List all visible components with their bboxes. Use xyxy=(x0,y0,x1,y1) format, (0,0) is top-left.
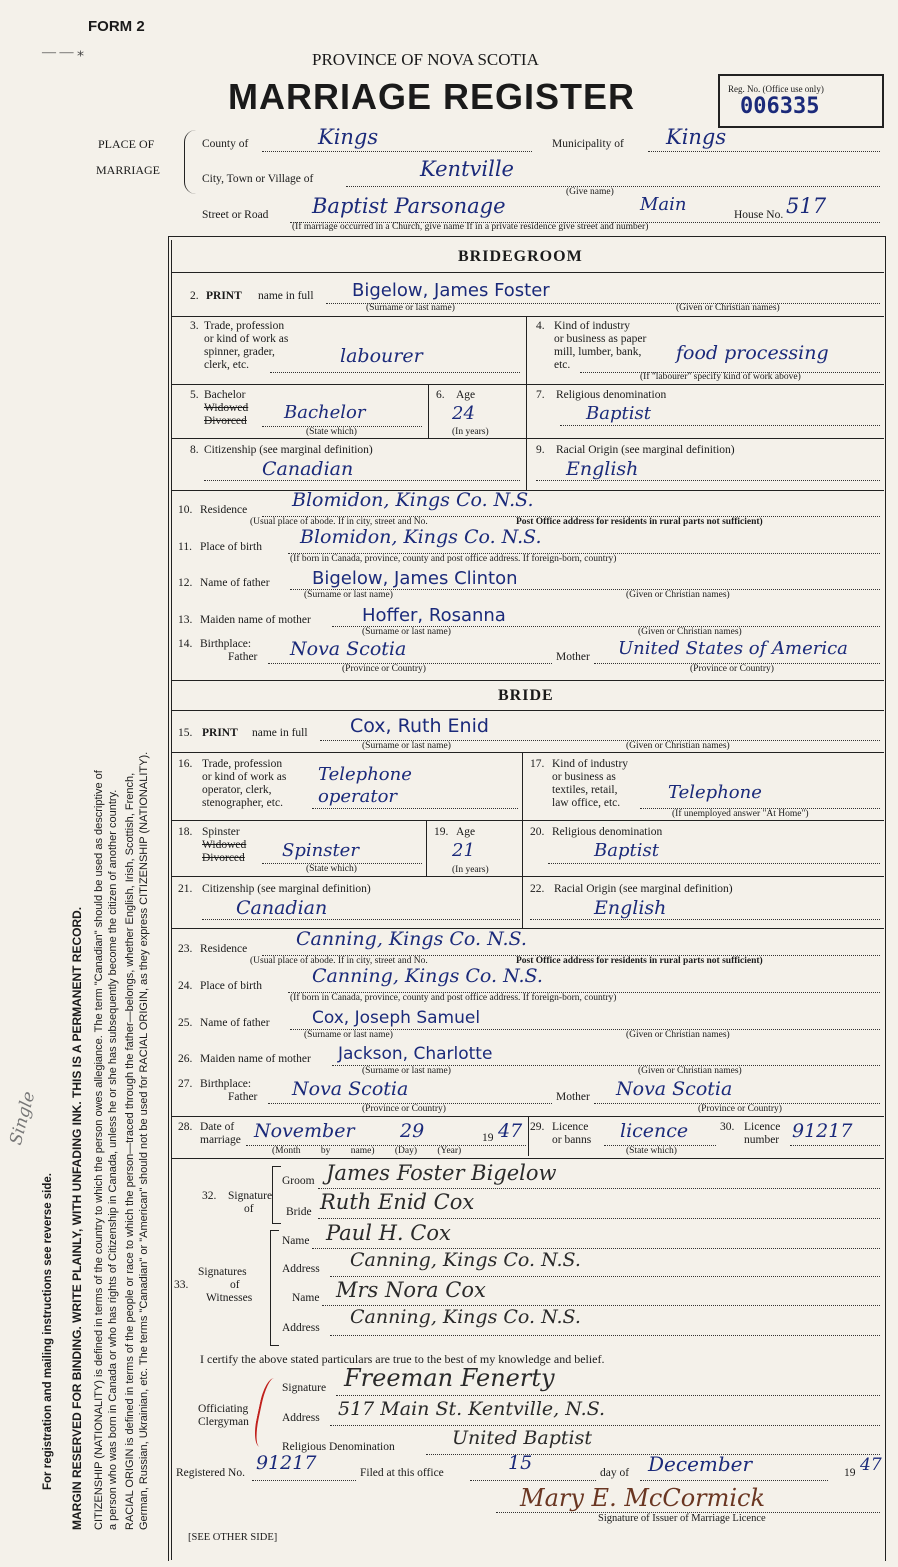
groom-years-note: (In years) xyxy=(452,427,489,437)
bride-status-label-3: Divorced xyxy=(202,852,245,864)
bride-citizenship-label: Citizenship (see marginal definition) xyxy=(202,883,371,895)
groom-mother-label: Maiden name of mother xyxy=(200,614,311,626)
filed-label: Filed at this office xyxy=(360,1467,444,1479)
house-number: 517 xyxy=(786,194,827,218)
witness-brace xyxy=(270,1230,279,1346)
groom-print-label: PRINT xyxy=(206,290,242,302)
bride-years-note: (In years) xyxy=(452,865,489,875)
groom-bp-mother-note: (Province or Country) xyxy=(690,664,774,674)
groom-trade-label-2: or kind of work as xyxy=(204,333,289,345)
bride-n26: 26. xyxy=(178,1053,193,1065)
bride-trade-2: operator xyxy=(318,786,398,807)
groom-n2: 2. xyxy=(190,290,199,302)
bride-birthplace-note: (If born in Canada, province, county and post office address. If foreign-born, country) xyxy=(290,993,617,1003)
issuer-label: Signature of Issuer of Marriage Licence xyxy=(598,1513,766,1524)
bride-n15: 15. xyxy=(178,727,193,739)
bride-bp-mother-label: Mother xyxy=(556,1091,590,1103)
bride-industry-label-4: law office, etc. xyxy=(552,797,621,809)
groom-birthplace-parents-label: Birthplace: xyxy=(200,638,252,650)
groom-residence: Blomidon, Kings Co. N.S. xyxy=(292,489,534,511)
bride-print-label: PRINT xyxy=(202,727,238,739)
officiating-label-1: Officiating xyxy=(198,1403,249,1415)
signature-of-label: of xyxy=(244,1203,254,1215)
groom-industry-label-1: Kind of industry xyxy=(554,320,631,332)
bride-n19: 19. xyxy=(434,826,449,838)
witness-1-address-label: Address xyxy=(282,1263,320,1275)
bride-father-label: Name of father xyxy=(200,1017,270,1029)
groom-birthplace-note: (If born in Canada, province, county and post office address. If foreign-born, country) xyxy=(290,554,617,564)
bride-trade-label-3: operator, clerk, xyxy=(202,784,272,796)
bride-bp-father-note: (Province or Country) xyxy=(362,1104,446,1114)
groom-trade-label-1: Trade, profession xyxy=(204,320,285,332)
groom-n3: 3. xyxy=(190,320,199,332)
bride-status-label-1: Spinster xyxy=(202,826,240,838)
province-heading: PROVINCE OF NOVA SCOTIA xyxy=(312,50,539,69)
see-other-side: [SEE OTHER SIDE] xyxy=(188,1532,278,1543)
margin-line-1: For registration and mailing instructions see reverse side. xyxy=(42,1173,54,1490)
bride-heading: BRIDE xyxy=(498,687,554,704)
groom-industry-label-2: or business as paper xyxy=(554,333,647,345)
place-label-2: MARRIAGE xyxy=(96,163,161,177)
margin-line-4: a person who was born in Canada or who has rights of Citizenship in Canada, unless he or she has subsequently become the citizen of another country. xyxy=(107,789,119,1530)
bride-mother-surname-note: (Surname or last name) xyxy=(362,1066,451,1076)
groom-industry-note: (If "labourer" specify kind of work above) xyxy=(640,372,801,382)
bride-trade-1: Telephone xyxy=(318,764,412,785)
margin-line-5: RACIAL ORIGIN is defined in terms of the people or race to which the person—traced through the father—belongs, whether English, Irish, Scottish, French, xyxy=(124,772,136,1530)
groom-n4: 4. xyxy=(536,320,545,332)
certify-text: I certify the above stated particulars are true to the best of my knowledge and belief. xyxy=(200,1352,605,1366)
bride-residence-label: Residence xyxy=(200,943,248,955)
bride-n20: 20. xyxy=(530,826,545,838)
groom-residence-label: Residence xyxy=(200,504,248,516)
bride-bp-mother: Nova Scotia xyxy=(616,1078,733,1100)
bride-surname-note: (Surname or last name) xyxy=(362,741,451,751)
witness-label-1: Signatures xyxy=(198,1266,247,1278)
groom-mother: Hoffer, Rosanna xyxy=(362,605,506,626)
witness-2-address-label: Address xyxy=(282,1322,320,1334)
licence-label-2: or banns xyxy=(552,1134,592,1146)
groom-age: 24 xyxy=(452,403,475,424)
bride-father-given-note: (Given or Christian names) xyxy=(626,1030,730,1040)
bride-industry-label-1: Kind of industry xyxy=(552,758,629,770)
form-title: MARRIAGE REGISTER xyxy=(228,76,636,117)
bride-n17: 17. xyxy=(530,758,545,770)
groom-n8: 8. xyxy=(190,444,199,456)
issuer-signature: Mary E. McCormick xyxy=(520,1484,766,1512)
bride-birthplace-label: Place of birth xyxy=(200,980,262,992)
bride-bp-father: Nova Scotia xyxy=(292,1078,409,1100)
groom-birthplace: Blomidon, Kings Co. N.S. xyxy=(300,526,542,548)
witness-label-3: Witnesses xyxy=(206,1292,253,1304)
bride-age-label: Age xyxy=(456,826,476,838)
registered-no: 91217 xyxy=(256,1452,317,1474)
bride-trade-label-4: stenographer, etc. xyxy=(202,797,283,809)
signatures-n32: 32. xyxy=(202,1190,217,1202)
give-name-note: (Give name) xyxy=(566,187,614,197)
form-number: FORM 2 xyxy=(88,18,145,35)
city-value: Kentville xyxy=(420,157,514,181)
groom-father-label: Name of father xyxy=(200,577,270,589)
groom-status-label-1: Bachelor xyxy=(204,389,246,401)
groom-residence-note-bold: Post Office address for residents in rural parts not sufficient) xyxy=(516,517,763,527)
reg-number: 006335 xyxy=(740,94,820,119)
bride-status: Spinster xyxy=(282,840,359,861)
bride-industry-label-3: textiles, retail, xyxy=(552,784,618,796)
bride-name-label: name in full xyxy=(252,727,308,739)
officiating-label-2: Clergyman xyxy=(198,1416,249,1428)
groom-name-label: name in full xyxy=(258,290,314,302)
clergy-address-label: Address xyxy=(282,1412,320,1424)
marriage-n29: 29. xyxy=(530,1121,545,1133)
groom-signature: James Foster Bigelow xyxy=(326,1161,557,1185)
reg-number-label: Reg. No. (Office use only) xyxy=(728,84,824,94)
bride-n18: 18. xyxy=(178,826,193,838)
groom-age-label: Age xyxy=(456,389,476,401)
groom-industry: food processing xyxy=(676,342,829,364)
bride-n24: 24. xyxy=(178,980,193,992)
house-label: House No. xyxy=(734,209,784,221)
clergy-religion: United Baptist xyxy=(452,1427,592,1449)
groom-trade: labourer xyxy=(340,345,423,367)
groom-sig-label: Groom xyxy=(282,1175,315,1187)
bride-state-which: (State which) xyxy=(306,864,357,874)
county-value: Kings xyxy=(318,125,379,149)
bride-religion: Baptist xyxy=(594,840,659,861)
margin-line-3: CITIZENSHIP (NATIONALITY) is defined in terms of the country to which the person owes allegiance. The term "Canadian" should be used as descriptive of xyxy=(93,770,105,1530)
groom-n13: 13. xyxy=(178,614,193,626)
bride-n27: 27. xyxy=(178,1078,193,1090)
groom-n10: 10. xyxy=(178,504,193,516)
marriage-n30: 30. xyxy=(720,1121,735,1133)
bride-residence-note-bold: Post Office address for residents in rural parts not sufficient) xyxy=(516,956,763,966)
bride-father: Cox, Joseph Samuel xyxy=(312,1008,481,1028)
bride-mother: Jackson, Charlotte xyxy=(338,1044,493,1064)
bride-age: 21 xyxy=(452,840,475,861)
licence-or-banns: licence xyxy=(620,1120,689,1142)
margin-line-6: German, Russian, Ukrainian, etc. The terms "Canadian" or "American" should not be used for RACIAL ORIGIN, as they express CITIZENSHIP (NATIONALITY). xyxy=(138,751,150,1530)
groom-trade-label-4: clerk, etc. xyxy=(204,359,250,371)
filed-year-prefix: 19 xyxy=(844,1467,856,1479)
groom-status-label-2: Widowed xyxy=(204,402,249,414)
licence-number-label-2: number xyxy=(744,1134,780,1146)
bride-citizenship: Canadian xyxy=(236,897,328,919)
bride-n23: 23. xyxy=(178,943,193,955)
street-label: Street or Road xyxy=(202,209,269,221)
marriage-day: 29 xyxy=(400,1120,425,1142)
reg-number-box xyxy=(718,74,884,128)
groom-citizenship-label: Citizenship (see marginal definition) xyxy=(204,444,373,456)
bride-industry-label-2: or business as xyxy=(552,771,616,783)
groom-father-given-note: (Given or Christian names) xyxy=(626,590,730,600)
day-of-label: day of xyxy=(600,1467,630,1479)
street-name-value: Main xyxy=(640,194,687,215)
municipality-value: Kings xyxy=(666,125,727,149)
groom-name: Bigelow, James Foster xyxy=(352,280,550,301)
signature-label: Signature xyxy=(228,1190,273,1202)
witness-label-2: of xyxy=(230,1279,240,1291)
street-value: Baptist Parsonage xyxy=(312,194,506,218)
clergy-signature: Freeman Fenerty xyxy=(344,1364,555,1392)
place-brace xyxy=(184,130,199,194)
groom-bp-father-note: (Province or Country) xyxy=(342,664,426,674)
registered-no-label: Registered No. xyxy=(176,1467,245,1479)
groom-surname-note: (Surname or last name) xyxy=(366,303,455,313)
bride-racial-label: Racial Origin (see marginal definition) xyxy=(554,883,733,895)
bride-birthplace-parents-label: Birthplace: xyxy=(200,1078,252,1090)
witness-1-address: Canning, Kings Co. N.S. xyxy=(350,1249,581,1271)
groom-industry-label-4: etc. xyxy=(554,359,571,371)
bride-n21: 21. xyxy=(178,883,193,895)
county-label: County of xyxy=(202,138,249,150)
licence-label-1: Licence xyxy=(552,1121,589,1133)
witness-2-name-label: Name xyxy=(292,1292,320,1304)
groom-n11: 11. xyxy=(178,541,192,553)
bride-bp-father-label: Father xyxy=(228,1091,258,1103)
bride-signature: Ruth Enid Cox xyxy=(320,1190,475,1214)
spouse-sig-brace xyxy=(272,1166,281,1224)
bride-residence: Canning, Kings Co. N.S. xyxy=(296,928,527,950)
filed-day: 15 xyxy=(508,1452,533,1474)
marriage-date-note: (Month by name) (Day) (Year) xyxy=(272,1146,462,1156)
groom-father: Bigelow, James Clinton xyxy=(312,568,518,589)
groom-n9: 9. xyxy=(536,444,545,456)
witness-2-name: Mrs Nora Cox xyxy=(336,1278,486,1302)
groom-n14: 14. xyxy=(178,638,193,650)
bride-trade-label-2: or kind of work as xyxy=(202,771,287,783)
groom-religion: Baptist xyxy=(586,403,651,424)
groom-racial: English xyxy=(566,458,639,480)
municipality-label: Municipality of xyxy=(552,138,624,150)
groom-bp-mother-label: Mother xyxy=(556,651,590,663)
witness-2-address: Canning, Kings Co. N.S. xyxy=(350,1306,581,1328)
groom-bp-father: Nova Scotia xyxy=(290,638,407,660)
groom-racial-label: Racial Origin (see marginal definition) xyxy=(556,444,735,456)
groom-given-note: (Given or Christian names) xyxy=(676,303,780,313)
bride-religion-label: Religious denomination xyxy=(552,826,663,838)
marriage-date-label-1: Date of xyxy=(200,1121,235,1133)
street-note: (If marriage occurred in a Church, give name If in a private residence give street and number) xyxy=(292,222,649,232)
groom-mother-given-note: (Given or Christian names) xyxy=(638,627,742,637)
groom-industry-label-3: mill, lumber, bank, xyxy=(554,346,642,358)
groom-residence-note: (Usual place of abode. If in city, street and No. xyxy=(250,517,428,527)
groom-citizenship: Canadian xyxy=(262,458,354,480)
bride-bp-mother-note: (Province or Country) xyxy=(698,1104,782,1114)
marriage-month: November xyxy=(254,1120,355,1142)
clergy-signature-label: Signature xyxy=(282,1382,327,1394)
place-label-1: PLACE OF xyxy=(98,137,155,151)
groom-father-surname-note: (Surname or last name) xyxy=(304,590,393,600)
bride-n25: 25. xyxy=(178,1017,193,1029)
groom-n7: 7. xyxy=(536,389,545,401)
filed-month: December xyxy=(648,1452,753,1476)
bride-mother-given-note: (Given or Christian names) xyxy=(638,1066,742,1076)
bride-industry: Telephone xyxy=(668,782,762,803)
groom-religion-label: Religious denomination xyxy=(556,389,667,401)
bride-mother-label: Maiden name of mother xyxy=(200,1053,311,1065)
groom-mother-surname-note: (Surname or last name) xyxy=(362,627,451,637)
filed-year: 47 xyxy=(860,1455,882,1475)
bride-residence-note: (Usual place of abode. If in city, street and No. xyxy=(250,956,428,966)
bride-n22: 22. xyxy=(530,883,545,895)
bride-status-label-2: Widowed xyxy=(202,839,247,851)
groom-trade-label-3: spinner, grader, xyxy=(204,346,275,358)
bride-industry-note: (If unemployed answer "At Home") xyxy=(672,809,809,819)
marriage-date-label-2: marriage xyxy=(200,1134,241,1146)
clergy-address: 517 Main St. Kentville, N.S. xyxy=(338,1398,606,1420)
bride-racial: English xyxy=(594,897,667,919)
bride-birthplace: Canning, Kings Co. N.S. xyxy=(312,965,543,987)
binding-mark: — — ⁎ xyxy=(42,45,84,60)
bride-trade-label-1: Trade, profession xyxy=(202,758,283,770)
licence-number-label-1: Licence xyxy=(744,1121,781,1133)
groom-bp-mother: United States of America xyxy=(618,638,848,659)
groom-state-which: (State which) xyxy=(306,427,357,437)
marriage-n28: 28. xyxy=(178,1121,193,1133)
witness-1-name: Paul H. Cox xyxy=(326,1221,451,1245)
groom-bp-father-label: Father xyxy=(228,651,258,663)
licence-state-which: (State which) xyxy=(626,1146,677,1156)
pencil-note: Single xyxy=(6,1089,40,1148)
bride-n16: 16. xyxy=(178,758,193,770)
bride-father-surname-note: (Surname or last name) xyxy=(304,1030,393,1040)
groom-status: Bachelor xyxy=(284,402,366,423)
marriage-year: 47 xyxy=(498,1120,523,1142)
groom-birthplace-label: Place of birth xyxy=(200,541,262,553)
signatures-n33: 33. xyxy=(174,1279,189,1291)
licence-number: 91217 xyxy=(792,1120,853,1142)
groom-n6: 6. xyxy=(436,389,445,401)
groom-n12: 12. xyxy=(178,577,193,589)
city-label: City, Town or Village of xyxy=(202,173,314,185)
margin-line-2: MARGIN RESERVED FOR BINDING. WRITE PLAINLY, WITH UNFADING INK. THIS IS A PERMANENT RECORD. xyxy=(70,906,84,1530)
bride-name: Cox, Ruth Enid xyxy=(350,715,489,737)
bride-given-note: (Given or Christian names) xyxy=(626,741,730,751)
groom-n5: 5. xyxy=(190,389,199,401)
witness-1-name-label: Name xyxy=(282,1235,310,1247)
bride-sig-label: Bride xyxy=(286,1206,312,1218)
clergy-religion-label: Religious Denomination xyxy=(282,1441,395,1453)
groom-status-label-3: Divorced xyxy=(204,415,247,427)
groom-heading: BRIDEGROOM xyxy=(458,248,583,265)
marriage-year-prefix: 19 xyxy=(482,1132,494,1144)
